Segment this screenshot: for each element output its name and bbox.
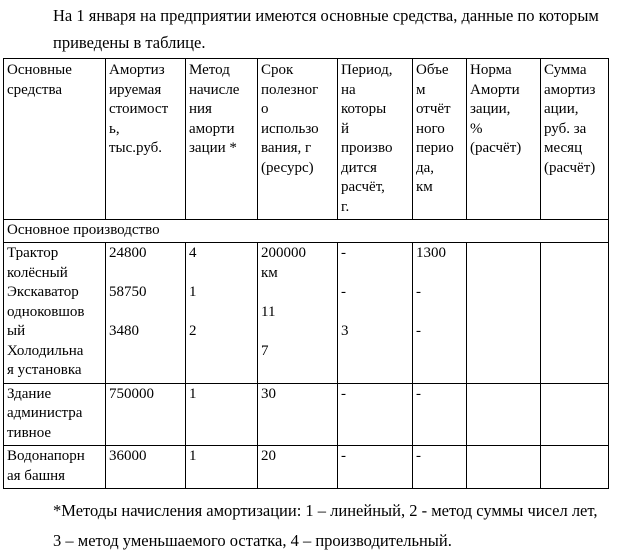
footnote-line-2: 3 – метод уменьшаемого остатка, 4 – производительный.: [53, 531, 452, 550]
volume-cell: -: [413, 383, 467, 446]
table-row: [4, 383, 609, 446]
fixed-assets-table: [3, 58, 609, 489]
norm-cell: [467, 243, 541, 384]
volume-cell: -: [413, 446, 467, 489]
footnote-line-1: *Методы начисления амортизации: 1 – линейный, 2 - метод суммы чисел лет,: [53, 501, 598, 520]
method-cell: 4 1 2: [186, 243, 258, 384]
period-cell: - - 3: [338, 243, 413, 384]
asset-name-cell: Здание администра тивное: [4, 383, 106, 446]
header-cell: Основные средства: [4, 59, 106, 220]
asset-name-cell: Трактор колёсный Экскаватор одноковшов ый Холодильна я установка: [4, 243, 106, 384]
header-cell: Период, на которы й произво дится расчёт, г.: [338, 59, 413, 220]
header-cell: Норма Аморти зации, % (расчёт): [467, 59, 541, 220]
header-row: [4, 59, 609, 220]
section-title: Основное производство: [4, 220, 609, 243]
asset-name-cell: Водонапорн ая башня: [4, 446, 106, 489]
header-cell: Метод начисле ния аморти зации *: [186, 59, 258, 220]
norm-cell: [467, 446, 541, 489]
table-row: [4, 446, 609, 489]
sum-cell: [541, 446, 609, 489]
intro-line-1: На 1 января на предприятии имеются основные средства, данные по которым: [53, 6, 599, 25]
intro-line-2: приведены в таблице.: [53, 33, 206, 52]
period-cell: -: [338, 446, 413, 489]
sum-cell: [541, 243, 609, 384]
period-cell: -: [338, 383, 413, 446]
method-cell: 1: [186, 446, 258, 489]
cost-cell: 750000: [106, 383, 186, 446]
method-cell: 1: [186, 383, 258, 446]
cost-cell: 36000: [106, 446, 186, 489]
sum-cell: [541, 383, 609, 446]
table-row: [4, 243, 609, 384]
header-cell: Объе м отчёт ного перио да, км: [413, 59, 467, 220]
life-cell: 200000 км 11 7: [258, 243, 338, 384]
norm-cell: [467, 383, 541, 446]
cost-cell: 24800 58750 3480: [106, 243, 186, 384]
header-cell: Сумма амортиз ации, руб. за месяц (расчёт): [541, 59, 609, 220]
volume-cell: 1300 - -: [413, 243, 467, 384]
life-cell: 30: [258, 383, 338, 446]
header-cell: Срок полезног о использо вания, г (ресурс): [258, 59, 338, 220]
header-cell: Амортиз ируемая стоимост ь, тыс.руб.: [106, 59, 186, 220]
life-cell: 20: [258, 446, 338, 489]
section-row: [4, 220, 609, 243]
